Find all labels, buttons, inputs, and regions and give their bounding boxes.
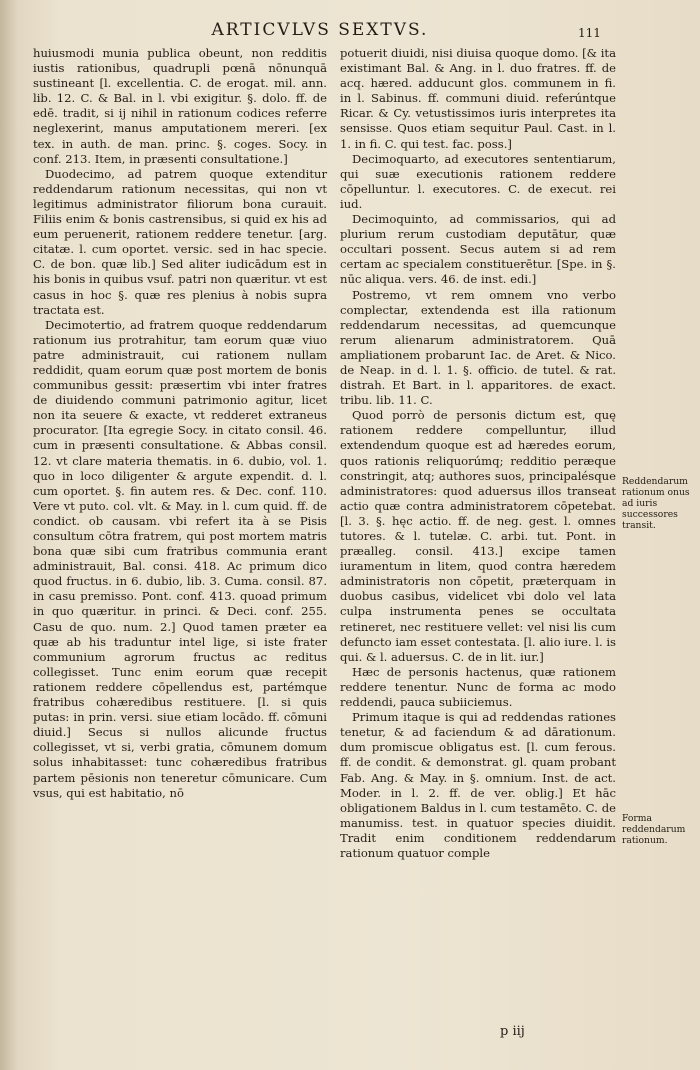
- signature-mark: p iij: [500, 1024, 525, 1039]
- paragraph: Postremo, vt rem omnem vno verbo complectar, extendenda est illa rationum reddendarum necessitas, ad quemcunque rerum alienarum administratorem. Quā ampliationem probarunt Iac. de Aret. & Nico. de Neap. in d. l. 1. §. officio. de tutel. & rat. distrah. Et Bart. in l. apparitores. de exact. tribu. lib. 11. C.: [340, 287, 616, 408]
- left-column: [33, 46, 327, 801]
- paragraph: Decimoquarto, ad executores sententiarum, qui suæ executionis rationem reddere cōpelluntur. l. executores. C. de execut. rei iud.: [340, 151, 616, 211]
- paragraph: Quod porrò de personis dictum est, quę rationem reddere compelluntur, illud extendendum quoque est ad hæredes eorum, quos rationis reliquorúmq; redditio peræque constringit, atq; authores suos, principalésque administratores: quod aduersus illos transeat actio quæ contra administratorem cōpetebat. [l. 3. §. hęc actio. ff. de neg. gest. l. omnes tutores. & l. tutelæ. C. arbi. tut. Pont. in præalleg. consil. 413.] excipe tamen iuramentum in litem, quod contra hæredem administratoris non cōpetit, præterquam in duobus casibus, videlicet vbi dolo vel lata culpa instrumenta penes se occultata retineret, nec restituere vellet: vel nisi lis cum defuncto iam esset contestata. [l. alio iure. l. is qui. & l. aduersus. C. de in lit. iur.]: [340, 408, 616, 664]
- paragraph: Duodecimo, ad patrem quoque extenditur reddendarum rationum necessitas, qui non vt legitimus administrator filiorum bona curauit. Filiis enim & bonis castrensibus, si quid ex his ad eum peruenerit, rationem reddere tenetur. [arg. citatæ. l. cum oportet. versic. sed in hac specie. C. de bon. quæ lib.] Sed aliter iudicādum est in his bonis in quibus vsuf. patri non quæritur. vt est casus in hoc §. quæ res plenius à nobis supra tractata est.: [33, 166, 327, 317]
- running-head: ARTICVLVS SEXTVS.: [211, 20, 429, 40]
- right-column: [340, 46, 616, 861]
- paragraph: huiusmodi munia publica obeunt, non redditis iustis rationibus, quadrupli pœnā nōnunquā sustineant [l. excellentia. C. de erogat. mil. ann. lib. 12. C. & Bal. in l. vbi exigitur. §. dolo. ff. de edē. tradit, si ij nihil in rationum codices referre neglexerint, manus amputationem mereri. [ex tex. in auth. de man. princ. §. coges. Socy. in conf. 213. Item, in præsenti consultatione.]: [33, 46, 327, 166]
- margin-note: Forma reddendarum rationum.: [622, 813, 686, 846]
- margin-note: Reddendarum rationum onus ad iuris successores transit.: [622, 476, 690, 531]
- paragraph: Hæc de personis hactenus, quæ rationem reddere tenentur. Nunc de forma ac modo reddendi, pauca subiiciemus.: [340, 664, 616, 710]
- gutter-shadow: [0, 0, 18, 1070]
- paragraph: Decimotertio, ad fratrem quoque reddendarum rationum ius protrahitur, tam eorum quæ viuo patre administrauit, cui rationem nullam reddidit, quam eorum quæ post mortem de bonis communibus gessit: præsertim vbi inter fratres de diuidendo communi patrimonio agitur, licet non ita seuere & exacte, vt redderet extraneus procurator. [Ita egregie Socy. in citato consil. 46. cum in præsenti consultatione. & Abbas consil. 12. vt clare materia thematis. in 6. dubio, vol. 1. quo in loco diligenter & argute expendit. d. l. cum oportet. §. fin autem res. & Dec. conf. 110. Vere vt puto. col. vlt. & May. in l. cum quid. ff. de condict. ob causam. vbi refert ita à se Pisis consultum cōtra fratrem, qui post mortem matris bona quæ sibi cum fratribus communia erant administrauit, Bal. consi. 418. Ac primum dico quod fructus. in 6. dubio, lib. 3. Cuma. consil. 87. in casu premisso. Pont. conf. 413. quoad primum in quo quæritur. in princi. & Deci. conf. 255. Casu de quo. num. 2.] Quod tamen præter ea quæ ab his traduntur intel lige, si iste frater communium agrorum fructus ac reditus collegisset. Tunc enim eorum quæ recepit rationem reddere cōpellendus est, partémque fratribus cohæredibus restituere. [l. si quis putas: in prin. versi. siue etiam locādo. ff. cōmuni diuid.] Secus si nullos alicunde fructus collegisset, vt si, verbi gratia, cōmunem domum solus inhabitasset: tunc cohæredibus fratribus partem pēsionis non teneretur cōmunicare. Cum vsus, qui est habitatio, nō: [33, 317, 327, 800]
- paragraph: Decimoquinto, ad commissarios, qui ad plurium rerum custodiam deputātur, quæ occultari possent. Secus autem si ad rem certam ac specialem constituerētur. [Spe. in §. nūc aliqua. vers. 46. de inst. edi.]: [340, 212, 616, 287]
- paragraph: potuerit diuidi, nisi diuisa quoque domo. [& ita existimant Bal. & Ang. in l. duo fratres. ff. de acq. hæred. adducunt glos. communem in fi. in l. Sabinus. ff. communi diuid. referúntque Ricar. & Cy. vetustissimos iuris interpretes ita sensisse. Quos etiam sequitur Paul. Cast. in l. 1. in fi. C. qui test. fac. poss.]: [340, 46, 616, 151]
- paragraph: Primum itaque is qui ad reddendas rationes tenetur, & ad faciendum & ad dārationum. dum promiscue obligatus est. [l. cum ferous. ff. de condit. & demonstrat. gl. quam probant Fab. Ang. & May. in §. omnium. Inst. de act. Moder. in l. 2. ff. de ver. oblig.] Et hāc obligationem Baldus in l. cum testamēto. C. de manumiss. test. in quatuor species diuidit. Tradit enim conditionem reddendarum rationum quatuor comple: [340, 710, 616, 860]
- folio-number: 111: [578, 26, 601, 40]
